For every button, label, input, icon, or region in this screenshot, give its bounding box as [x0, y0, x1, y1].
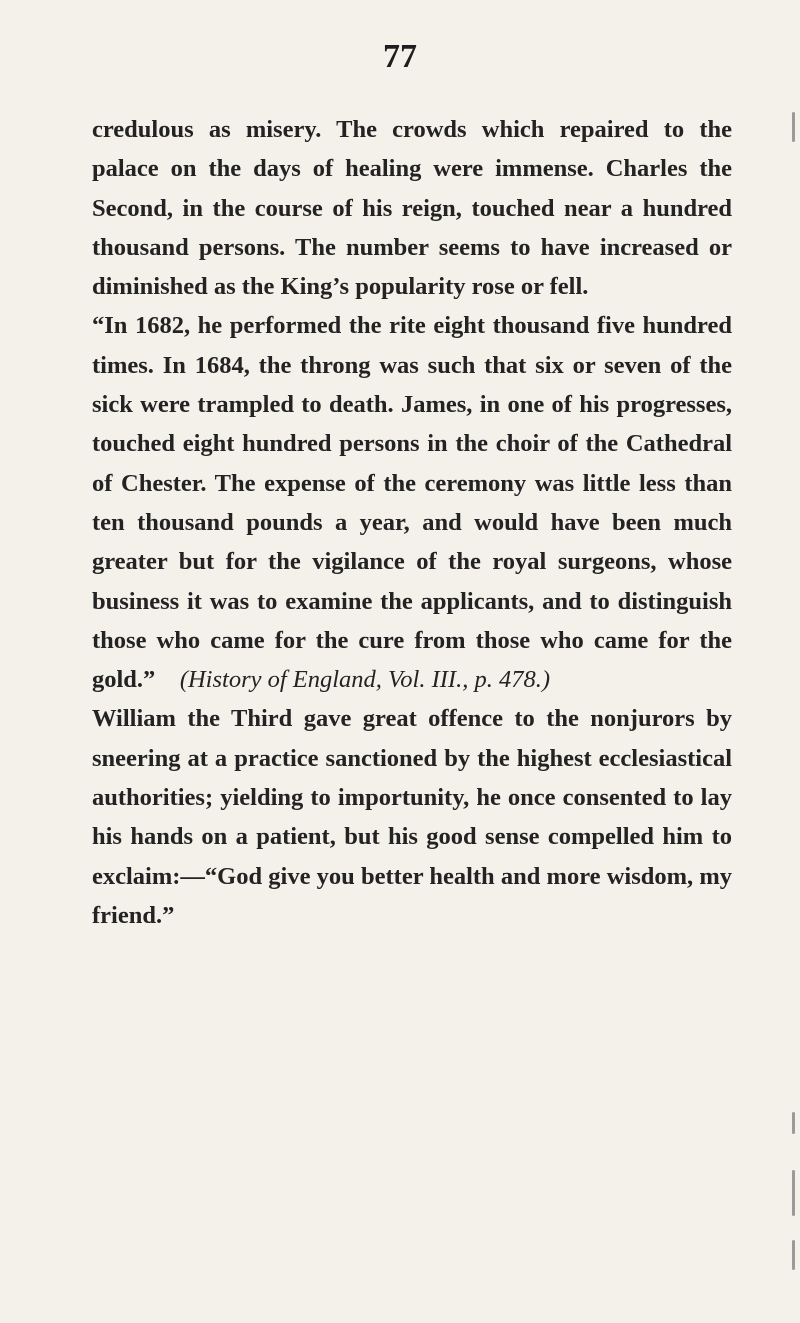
- paragraph-3: William the Third gave great offence to the nonjurors by sneering at a practice sanctioned by the highest ecclesiastical authorities; yielding to importunity, he once consented to lay his hands on a patient, but his good sense compelled him to exclaim:—“God give you better health and more wisdom, my friend.”: [92, 705, 732, 929]
- page-edge-mark: [792, 1240, 795, 1270]
- paragraph-2: [92, 306, 732, 699]
- page-edge-mark: [792, 1112, 795, 1134]
- citation: (History of England, Vol. III., p. 478.): [179, 666, 550, 694]
- paragraph-1: credulous as misery. The crowds which repaired to the palace on the days of healing were immense. Charles the Second, in the course of his reign, touched near a hundred thousand persons. The number seems to have increased or diminished as the King’s popularity rose or fell.: [92, 116, 732, 301]
- page-edge-mark: [792, 1170, 795, 1216]
- page-number: 77: [383, 38, 417, 75]
- paragraph-2-text: “In 1682, he performed the rite eight thousand five hundred times. In 1684, the throng was such that six or seven of the sick were trampled to death. James, in one of his progresses, touched eight hundred persons in the choir of the Cathedral of Chester. The expense of the ceremony was little less than ten thousand pounds a year, and would have been much greater but for the vigilance of the royal surgeons, whose business it was to examine the applicants, and to distinguish those who came for the cure from those who came for the gold.”: [92, 312, 732, 694]
- page-edge-mark: [792, 112, 795, 142]
- body-text: [92, 110, 732, 935]
